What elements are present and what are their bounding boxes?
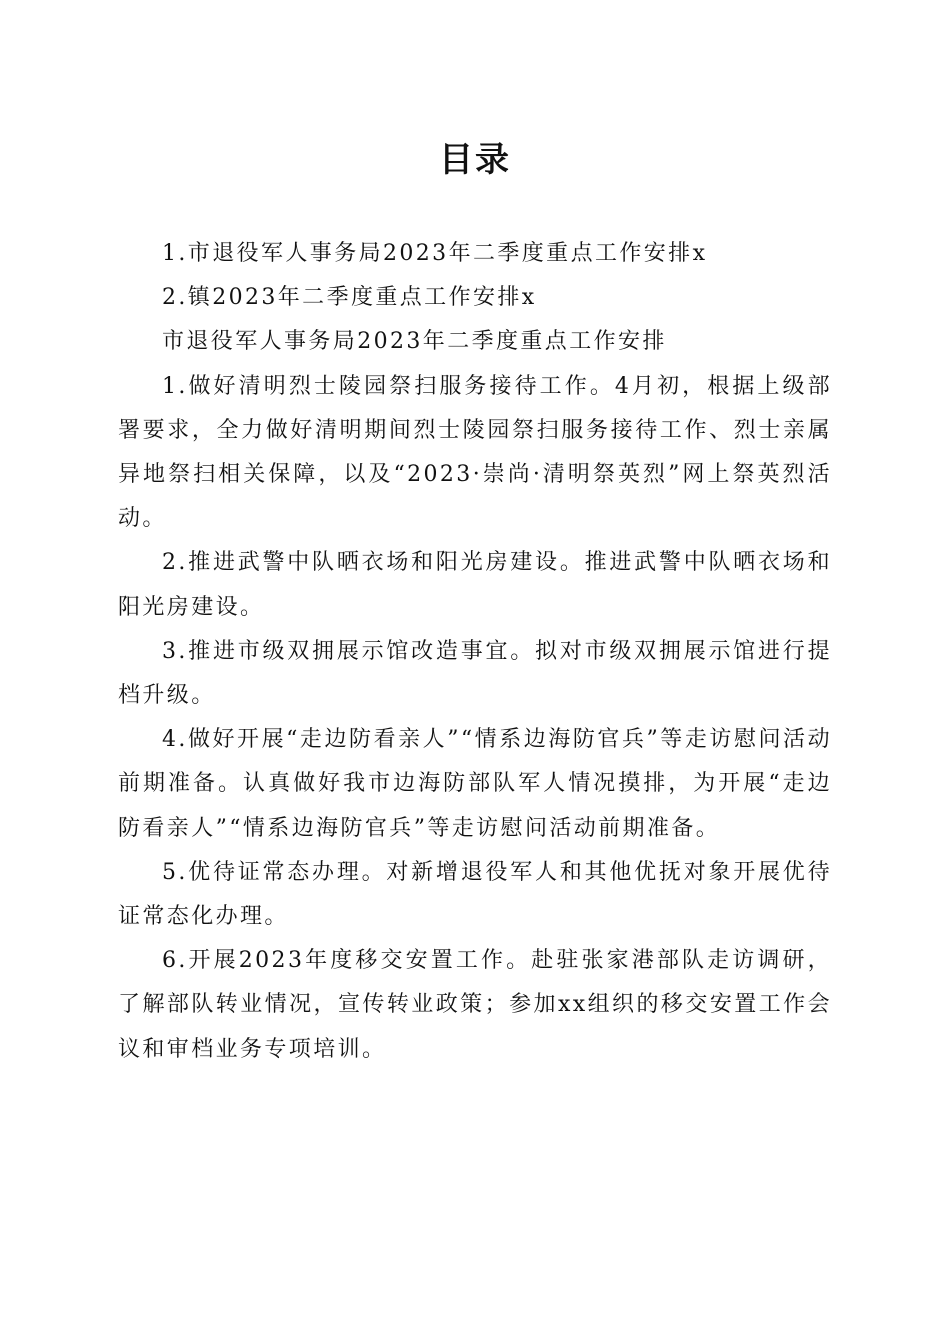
paragraph-2: 2.推进武警中队晒衣场和阳光房建设。推进武警中队晒衣场和阳光房建设。	[118, 550, 832, 620]
document-body	[118, 232, 832, 1072]
paragraph-5: 5.优待证常态办理。对新增退役军人和其他优抚对象开展优待证常态化办理。	[118, 859, 832, 930]
toc-item-1: 1.市退役军人事务局2023年二季度重点工作安排x	[162, 241, 708, 266]
toc-item-2: 2.镇2023年二季度重点工作安排x	[162, 285, 537, 311]
section-title: 市退役军人事务局2023年二季度重点工作安排	[162, 329, 667, 355]
paragraph-4: 4.做好开展“走边防看亲人”“情系边海防官兵”等走访慰问活动前期准备。认真做好我市边海防部队军人情况摸排，为开展“走边防看亲人”“情系边海防官兵”等走访慰问活动前期准备。	[118, 727, 832, 841]
paragraph-6: 6.开展2023年度移交安置工作。赴驻张家港部队走访调研，了解部队转业情况，宣传转业政策；参加xx组织的移交安置工作会议和审档业务专项培训。	[118, 948, 832, 1062]
paragraph-1: 1.做好清明烈士陵园祭扫服务接待工作。4月初，根据上级部署要求，全力做好清明期间烈士陵园祭扫服务接待工作、烈士亲属异地祭扫相关保障，以及“2023·崇尚·清明祭英烈”网上祭英烈活动。	[118, 373, 832, 532]
paragraph-3: 3.推进市级双拥展示馆改造事宜。拟对市级双拥展示馆进行提档升级。	[118, 638, 832, 709]
page-title: 目录	[439, 140, 511, 180]
